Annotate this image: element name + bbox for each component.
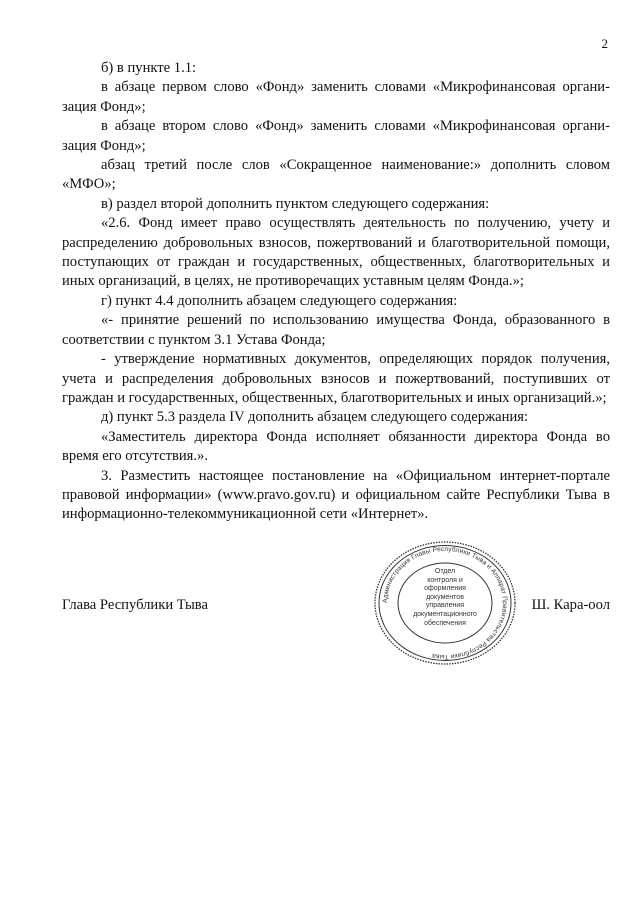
paragraph-third-abzac: абзац третий после слов «Сокращенное наименование:» дополнить словом «МФО»;	[62, 157, 610, 193]
paragraph-publish: 3. Разместить настоящее постановление на «Официальном интернет-портале правовой информации» (www.pravo.gov.ru) и официальном сайте Республики Тыва в информационно-телекоммуникационной сети «Интернет».	[62, 467, 610, 523]
stamp-line: оформления документов	[424, 585, 466, 601]
stamp-ring-text: Администрация Главы Республики Тыва и Аппарат Правительства Республики Тыва	[381, 545, 509, 661]
official-stamp	[371, 540, 519, 666]
stamp-line: обеспечения	[424, 619, 466, 627]
paragraph-first-abzac: в абзаце первом слово «Фонд» заменить словами «Микрофинансовая организация Фонд»;	[62, 79, 610, 115]
paragraph-second-abzac: в абзаце втором слово «Фонд» заменить словами «Микрофинансовая организация Фонд»;	[62, 118, 610, 154]
paragraph-g: г) пункт 4.4 дополнить абзацем следующего содержания:	[101, 292, 458, 309]
stamp-line: документационного	[413, 610, 477, 618]
signer-title: Глава Республики Тыва	[62, 597, 208, 613]
paragraph-d: д) пункт 5.3 раздела IV дополнить абзацем следующего содержания:	[101, 409, 529, 426]
document-body	[62, 59, 610, 525]
page-number: 2	[601, 36, 608, 51]
stamp-inner-text	[407, 568, 483, 638]
paragraph-deputy: «Заместитель директора Фонда исполняет обязанности директора Фонда во время его отсутствия.».	[62, 428, 610, 465]
paragraph-v: в) раздел второй дополнить пунктом следующего содержания:	[101, 195, 490, 212]
stamp-line: Отдел	[434, 568, 456, 575]
paragraph-normative: - утверждение нормативных документов, определяющих порядок получения, учета и распределения добровольных взносов и пожертвований, поступивших от граждан и государственных, общественных, благотворительных и иных организаций.»;	[62, 351, 610, 406]
stamp-line: контроля и	[427, 576, 463, 584]
stamp-line: управления	[425, 602, 465, 610]
paragraph-decisions: «- принятие решений по использованию имущества Фонда, образованного в соответствии с пунктом 3.1 Устава Фонда;	[62, 312, 610, 348]
signer-name: Ш. Кара-оол	[531, 597, 610, 613]
paragraph-2-6: «2.6. Фонд имеет право осуществлять деятельность по получению, учету и распределению добровольных взносов, пожертвований и благотворительной помощи, поступающих от граждан и государственных, общественных, благотворительных и иных организаций, в целях, не противоречащих уставным целям Фонда.»;	[62, 215, 610, 290]
paragraph-b: б) в пункте 1.1:	[101, 60, 197, 76]
